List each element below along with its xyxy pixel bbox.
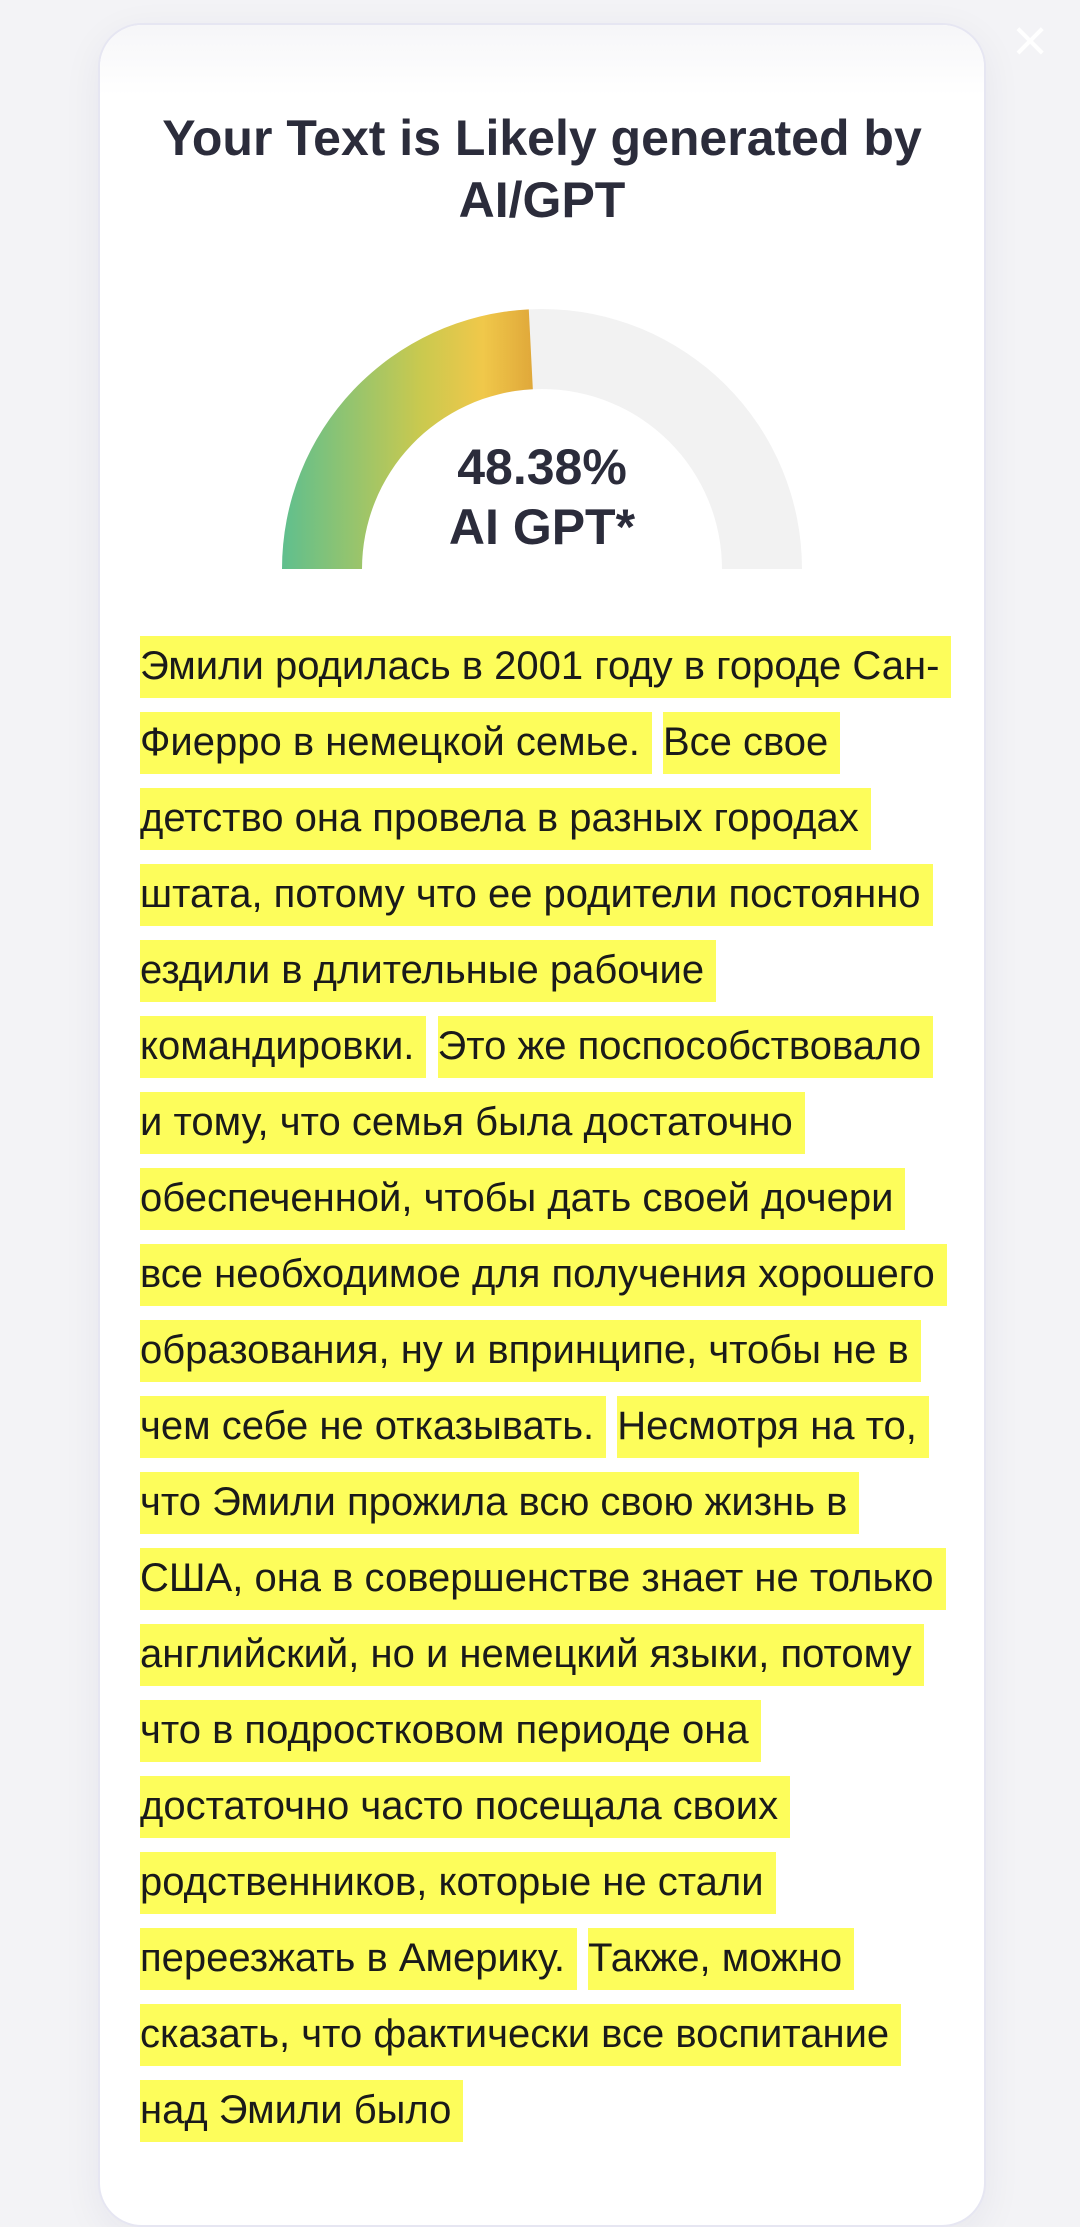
highlighted-sentence: Эмили родилась в 2001 году в городе Сан-Фиерро в немецкой семье. xyxy=(140,636,951,774)
result-title: Your Text is Likely generated by AI/GPT xyxy=(162,110,922,228)
analyzed-text xyxy=(140,628,950,2148)
close-icon[interactable]: × xyxy=(1010,12,1051,68)
result-card xyxy=(98,23,986,2227)
card-header-shade xyxy=(100,25,984,95)
gauge-readout xyxy=(100,437,984,557)
ai-gpt-label: AI GPT* xyxy=(448,499,636,555)
ai-percentage: 48.38% xyxy=(457,439,627,495)
highlighted-sentence: Это же поспособствовало и тому, что семья была достаточно обеспеченной, чтобы дать своей дочери все необходимое для получения хорошего образования, ну и впринципе, чтобы не в чем себе не отказывать. xyxy=(140,1016,947,1458)
highlighted-sentence: Все свое детство она провела в разных городах штата, потому что ее родители постоянно ездили в длительные рабочие командировки. xyxy=(140,712,933,1078)
highlighted-sentence: Несмотря на то, что Эмили прожила всю свою жизнь в США, она в совершенстве знает не только английский, но и немецкий языки, потому что в подростковом периоде она достаточно часто посещала своих родственников, которые не стали переезжать в Америку. xyxy=(140,1396,946,1990)
highlighted-sentence: Также, можно сказать, что фактически все воспитание над Эмили было xyxy=(140,1928,901,2142)
